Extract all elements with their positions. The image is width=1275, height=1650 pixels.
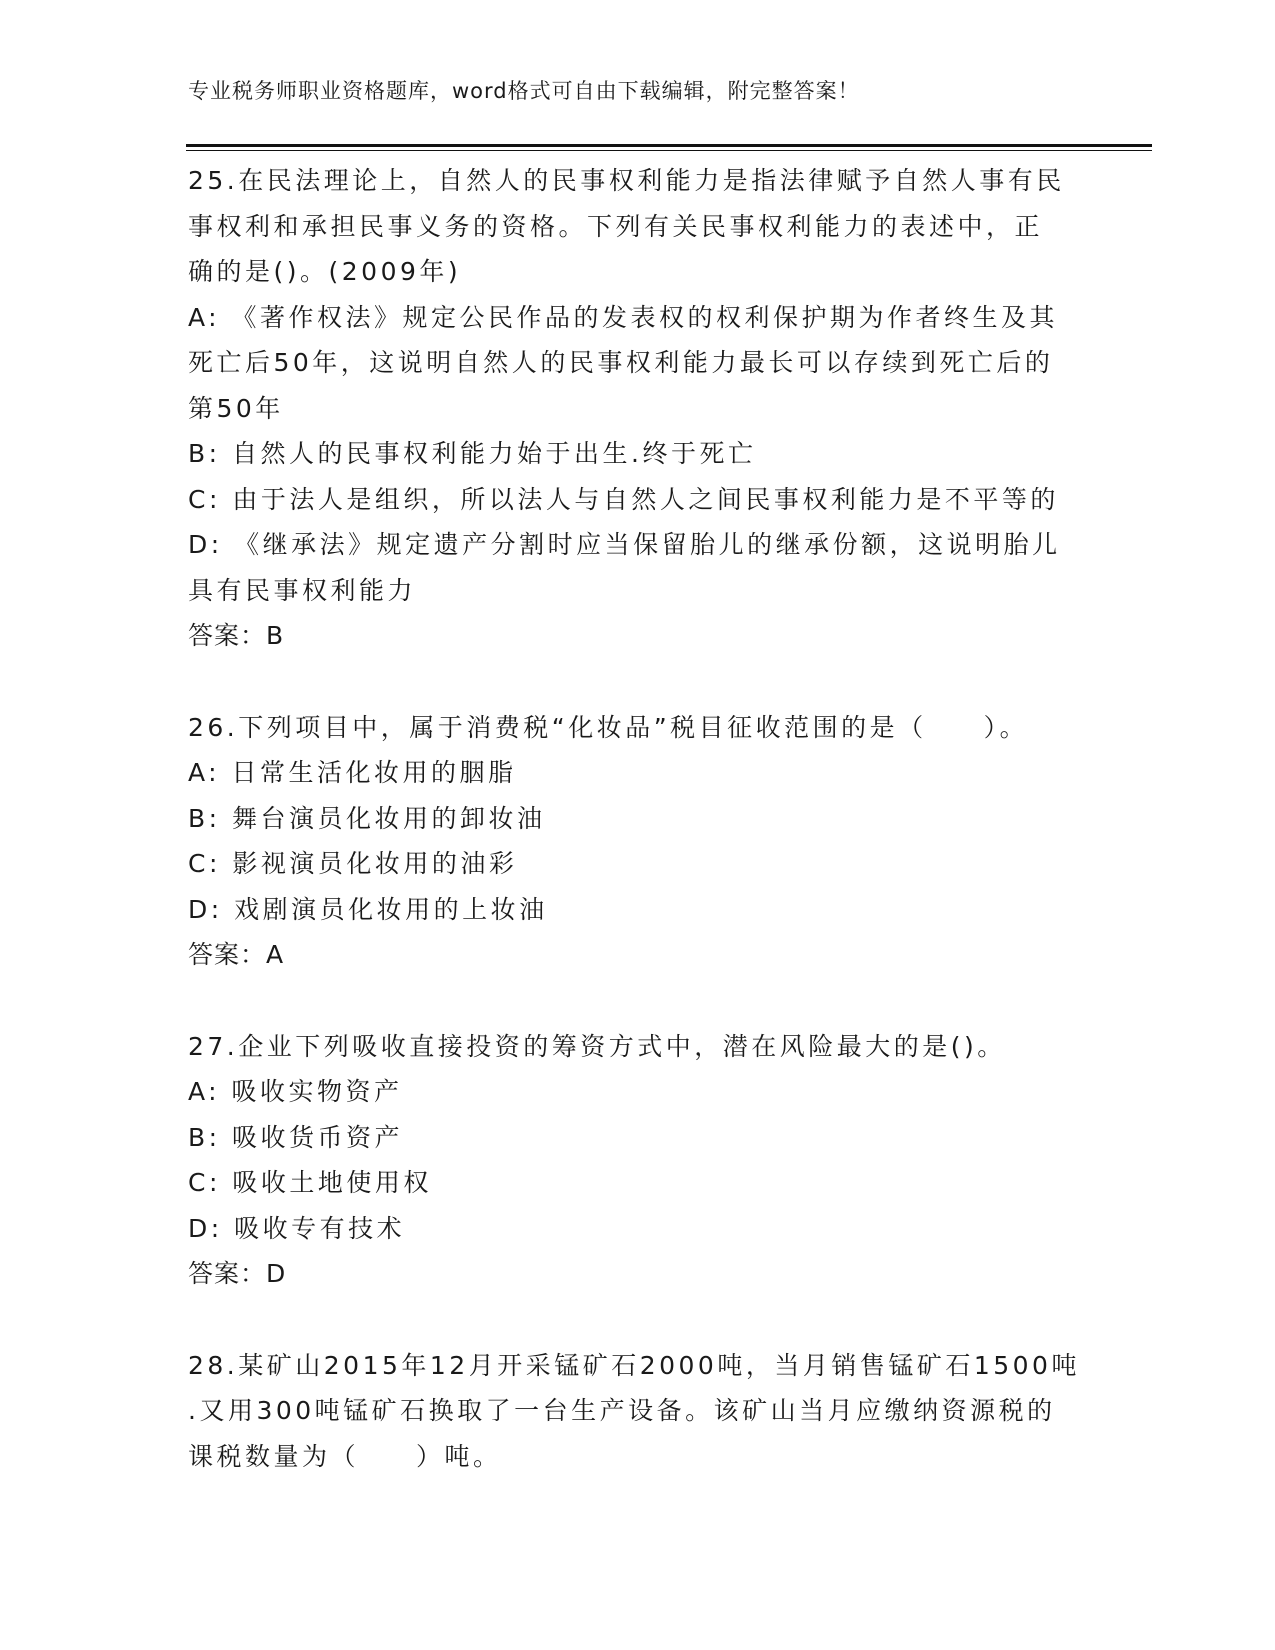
question-line: 26.下列项目中，属于消费税“化妆品”税目征收范围的是（ ）。 [188, 712, 1029, 742]
question-25 [188, 158, 1088, 659]
header-divider-thick [186, 144, 1152, 147]
question-26 [188, 705, 1088, 978]
option-a: A: 吸收实物资产 [188, 1077, 403, 1106]
header-divider-thin [186, 150, 1152, 151]
option-a-continued: 死亡后50年，这说明自然人的民事权利能力最长可以存续到死亡后的 [188, 348, 1054, 377]
question-28 [188, 1343, 1088, 1480]
question-line: 课税数量为（ ）吨。 [188, 1441, 502, 1471]
question-line: 25.在民法理论上，自然人的民事权利能力是指法律赋予自然人事有民 [188, 166, 1065, 195]
document-header: 专业税务师职业资格题库，word格式可自由下载编辑，附完整答案！ [188, 79, 860, 103]
option-d: D: 《继承法》规定遗产分割时应当保留胎儿的继承份额，这说明胎儿 [188, 530, 1061, 559]
option-d: D: 吸收专有技术 [188, 1213, 406, 1243]
question-line: 确的是()。(2009年) [188, 257, 462, 286]
option-a: A: 《著作权法》规定公民作品的发表权的权利保护期为作者终生及其 [188, 302, 1059, 332]
question-line: .又用300吨锰矿石换取了一台生产设备。该矿山当月应缴纳资源税的 [188, 1396, 1056, 1425]
question-27 [188, 1024, 1088, 1297]
answer: 答案：A [188, 940, 285, 969]
option-a: A: 日常生活化妆用的胭脂 [188, 758, 517, 787]
option-b: B: 吸收货币资产 [188, 1122, 404, 1152]
option-c: C: 由于法人是组织，所以法人与自然人之间民事权利能力是不平等的 [188, 484, 1059, 514]
option-c: C: 吸收土地使用权 [188, 1168, 432, 1197]
option-b: B: 舞台演员化妆用的卸妆油 [188, 803, 546, 833]
option-d-continued: 具有民事权利能力 [188, 575, 417, 605]
option-b: B: 自然人的民事权利能力始于出生.终于死亡 [188, 439, 757, 468]
question-line: 28.某矿山2015年12月开采锰矿石2000吨，当月销售锰矿石1500吨 [188, 1350, 1080, 1380]
question-list [188, 158, 1088, 1525]
question-line: 事权利和承担民事义务的资格。下列有关民事权利能力的表述中，正 [188, 211, 1044, 241]
question-line: 27.企业下列吸收直接投资的筹资方式中，潜在风险最大的是()。 [188, 1031, 1006, 1061]
answer: 答案：B [188, 621, 285, 650]
option-d: D: 戏剧演员化妆用的上妆油 [188, 894, 548, 924]
answer: 答案：D [188, 1259, 287, 1288]
option-a-continued: 第50年 [188, 393, 284, 423]
option-c: C: 影视演员化妆用的油彩 [188, 849, 518, 878]
